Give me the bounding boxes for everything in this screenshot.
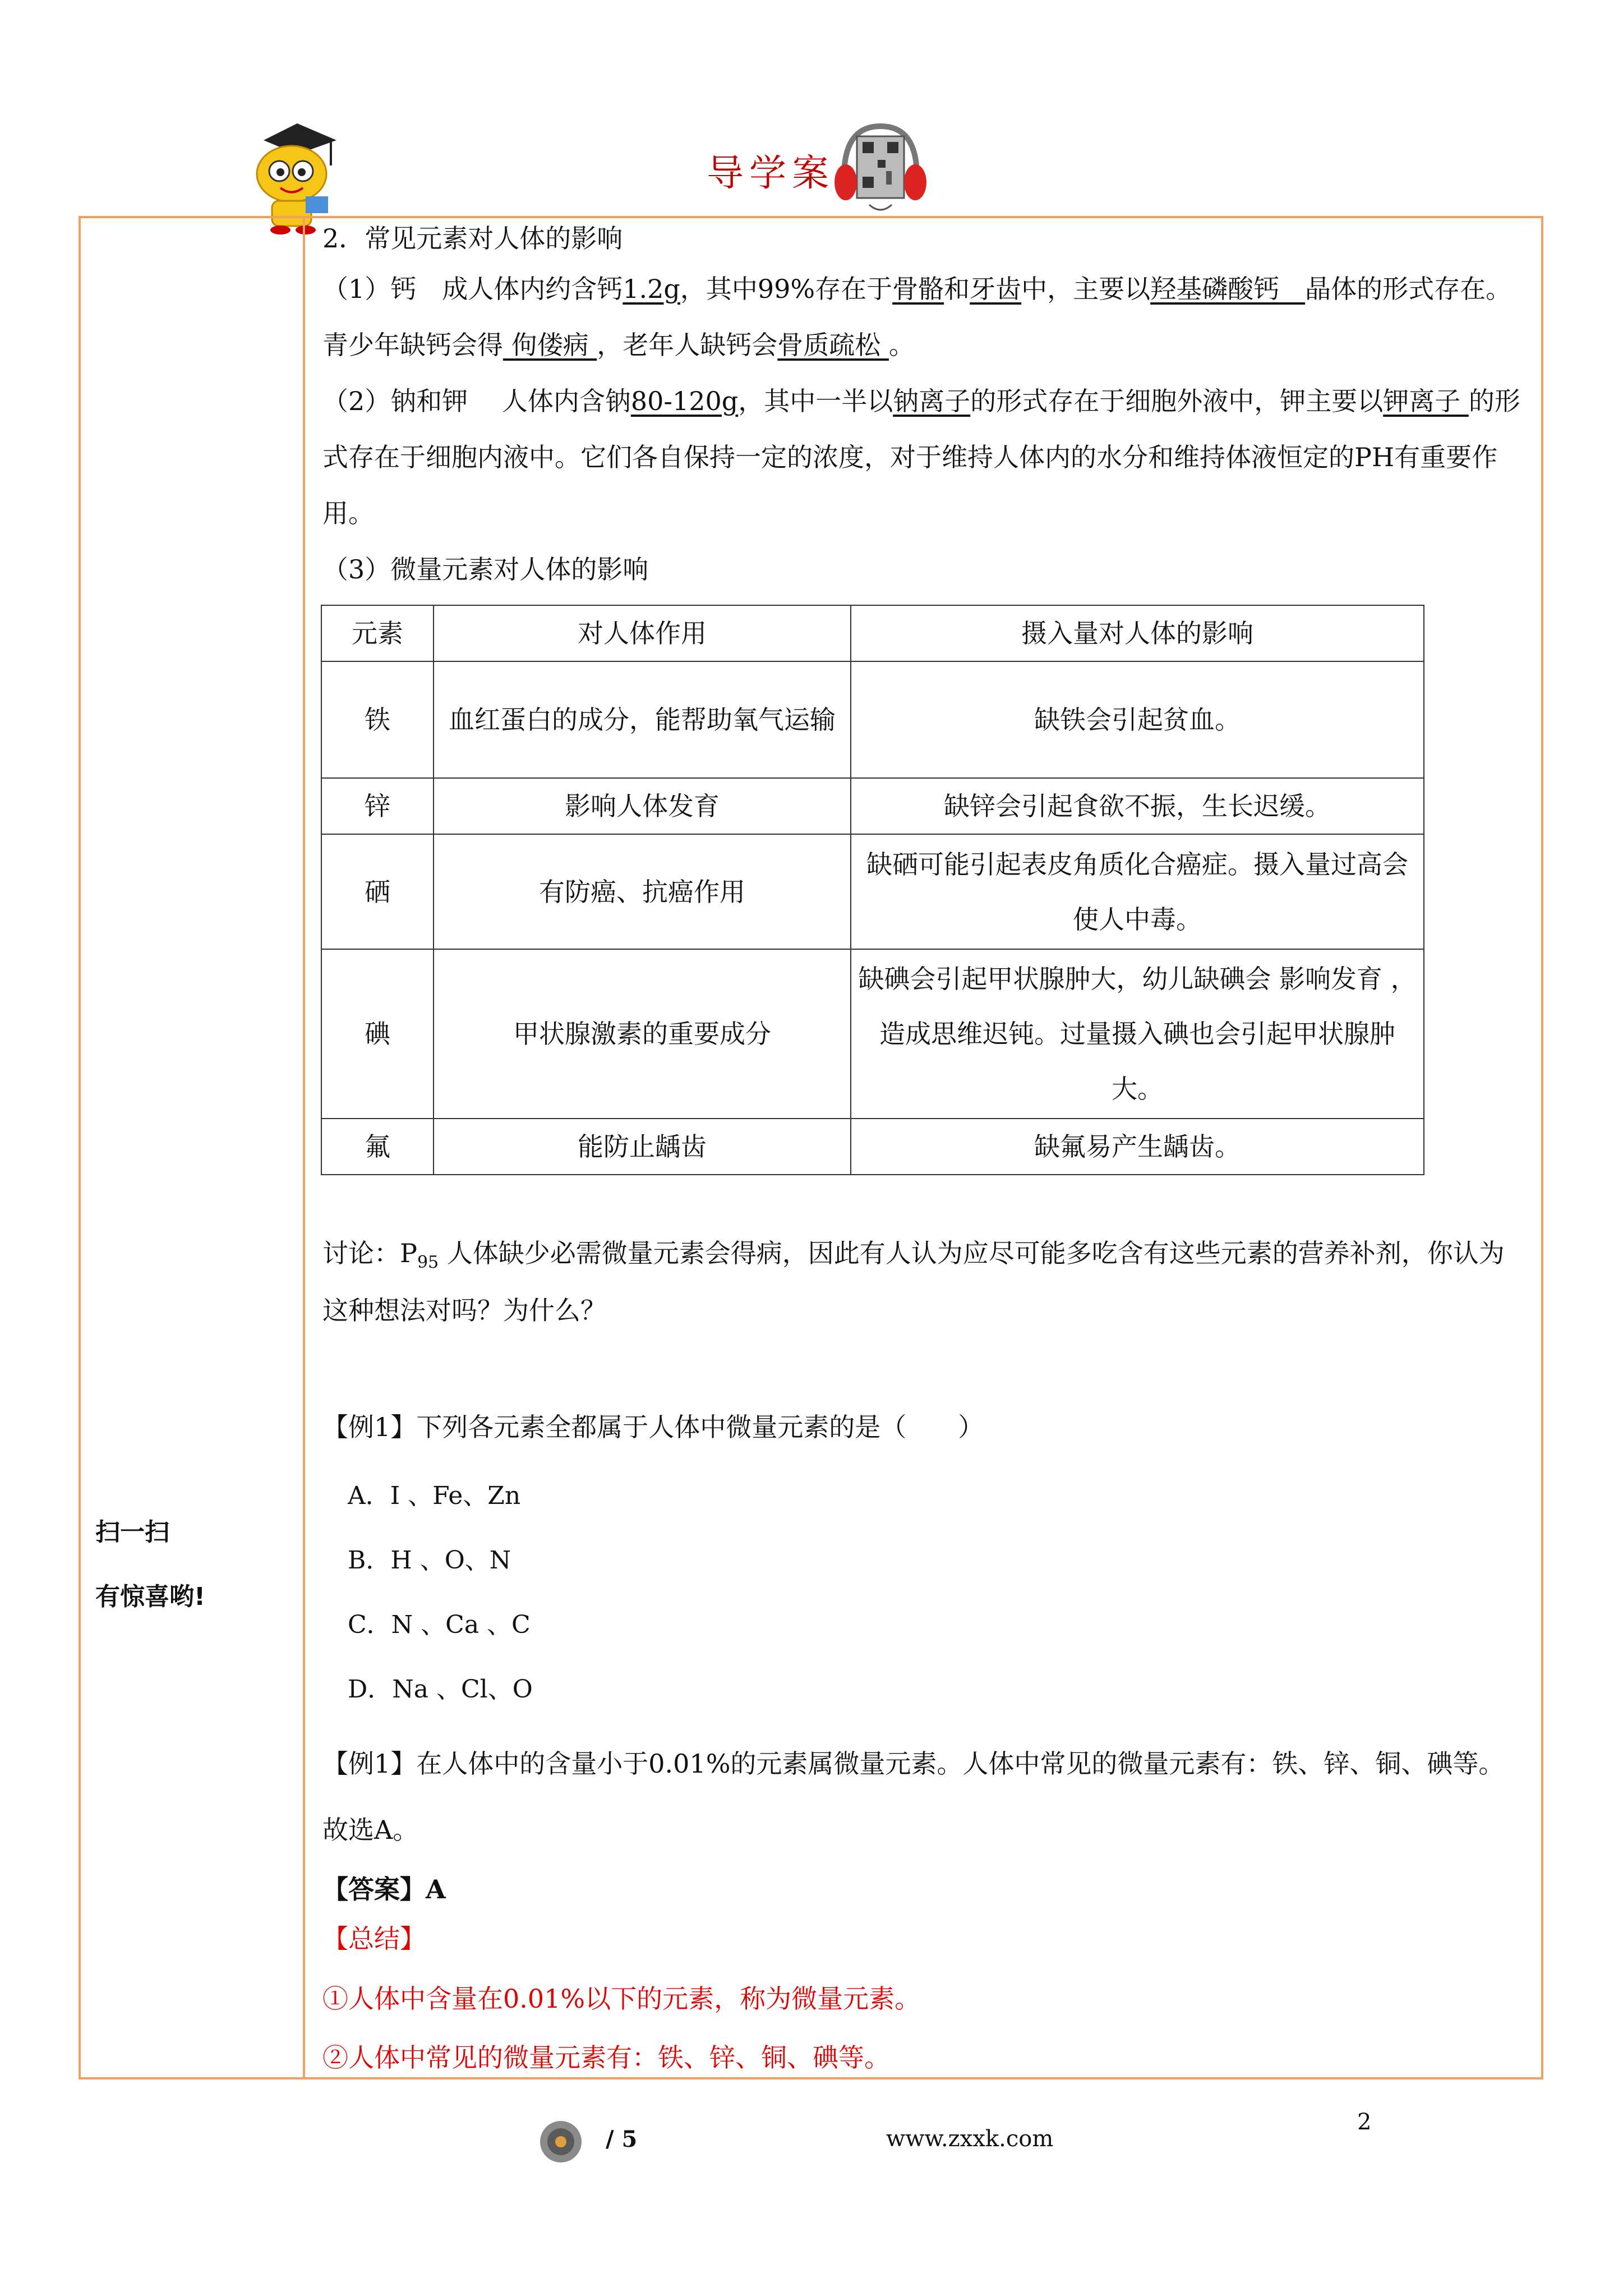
table-row (321, 1119, 1424, 1175)
blank-answer: 羟基磷酸钙 (1150, 274, 1306, 304)
text: （2）钠和钾 人体内含钠 (322, 386, 631, 416)
disc-icon (538, 2119, 583, 2164)
table-cell: 缺氟易产生龋齿。 (851, 1119, 1424, 1175)
text: ，老年人缺钙会 (597, 330, 778, 360)
example-answer: 【答案】A (322, 1874, 446, 1904)
text: 的形式存在于细胞内液中。它们各自保持一定的浓度，对于维持人体内的水分和维持体液恒定的PH有重要作用。 (322, 386, 1520, 528)
summary-item: ①人体中含量在0.01%以下的元素，称为微量元素。 (322, 1984, 921, 2014)
table-cell: 锌 (321, 778, 434, 834)
table-row (321, 834, 1424, 949)
blank-answer: 钾离子 (1383, 386, 1469, 416)
website-link[interactable]: www.zxxk.com (886, 2126, 1054, 2152)
sidebar-surprise-text: 有惊喜哟! (95, 1582, 206, 1611)
summary-item: ②人体中常见的微量元素有：铁、锌、铜、碘等。 (322, 2042, 890, 2073)
text: 和 (944, 274, 970, 304)
table-header-row (321, 605, 1424, 661)
discussion-label: 讨论：P (322, 1238, 417, 1268)
table-cell: 缺锌会引起食欲不振，生长迟缓。 (851, 778, 1424, 834)
section-heading: 2．常见元素对人体的影响 (322, 223, 623, 254)
table-cell: 能防止龋齿 (434, 1119, 851, 1175)
text: ，其中99%存在于 (680, 274, 893, 304)
paragraph-calcium (322, 261, 1528, 373)
paragraph-sodium-potassium (322, 373, 1528, 541)
discussion-block (322, 1225, 1528, 1339)
example-question: 【例1】下列各元素全都属于人体中微量元素的是（ ） (322, 1412, 984, 1442)
option-d: D．Na 、Cl、O (348, 1675, 533, 1704)
trace-elements-table (321, 605, 1424, 1175)
music-shop-qr-badge-icon (830, 115, 931, 219)
table-header: 摄入量对人体的影响 (851, 605, 1424, 661)
table-cell: 缺铁会引起贫血。 (851, 661, 1424, 778)
summary-title: 【总结】 (322, 1924, 426, 1954)
main-content (322, 222, 1528, 597)
text: 。 (888, 330, 915, 360)
page-count: / 5 (606, 2126, 638, 2152)
text: 中，主要以 (1021, 274, 1151, 304)
text: 晶体的形式存在。青少年缺钙会得 (322, 274, 1512, 360)
table-cell: 硒 (321, 834, 434, 949)
discussion-page-subscript: 95 (417, 1253, 439, 1272)
table-row (321, 778, 1424, 834)
table-row (321, 949, 1424, 1119)
table-cell: 血红蛋白的成分，能帮助氧气运输 (434, 661, 851, 778)
blank-answer: 80-120g (630, 386, 739, 416)
blank-answer: 1.2g (623, 274, 680, 304)
blank-answer: 钠离子 (893, 386, 971, 416)
page-number: 2 (1357, 2109, 1372, 2135)
text: （1）钙 成人体内约含钙 (322, 274, 623, 304)
subheading-trace-elements: （3）微量元素对人体的影响 (322, 554, 649, 585)
blank-answer: 佝偻病 (503, 330, 597, 360)
discussion-text: 人体缺少必需微量元素会得病，因此有人认为应尽可能多吃含有这些元素的营养补剂，你认为这种想法对吗？为什么？ (322, 1238, 1505, 1326)
table-cell: 碘 (321, 949, 434, 1119)
blank-answer: 牙齿 (970, 274, 1022, 304)
text: ，其中一半以 (738, 386, 893, 416)
option-b: B．H 、O、N (348, 1546, 511, 1575)
blank-answer: 骨质疏松 (777, 330, 889, 360)
table-cell: 缺碘会引起甲状腺肿大，幼儿缺碘会 影响发育 ，造成思维迟钝。过量摄入碘也会引起甲状腺肿大。 (851, 949, 1424, 1119)
table-cell: 影响人体发育 (434, 778, 851, 834)
table-cell: 缺硒可能引起表皮角质化合癌症。摄入量过高会使人中毒。 (851, 834, 1424, 949)
option-c: C．N 、Ca 、C (348, 1611, 531, 1639)
table-header: 对人体作用 (434, 605, 851, 661)
table-header: 元素 (321, 605, 434, 661)
blank-answer: 骨骼 (892, 274, 944, 304)
sidebar-scan-text: 扫一扫 (95, 1518, 169, 1547)
page-title: 导学案 (707, 151, 834, 195)
table-cell: 铁 (321, 661, 434, 778)
option-a: A．I 、Fe、Zn (348, 1481, 521, 1510)
table-row (321, 661, 1424, 778)
column-divider (303, 216, 305, 2079)
text: 的形式存在于细胞外液中，钾主要以 (970, 386, 1384, 416)
table-cell: 有防癌、抗癌作用 (434, 834, 851, 949)
example-explanation: 【例1】在人体中的含量小于0.01%的元素属微量元素。人体中常见的微量元素有：铁、锌、铜、碘等。故选A。 (322, 1749, 1505, 1845)
table-cell: 甲状腺激素的重要成分 (434, 949, 851, 1119)
table-cell: 氟 (321, 1119, 434, 1175)
